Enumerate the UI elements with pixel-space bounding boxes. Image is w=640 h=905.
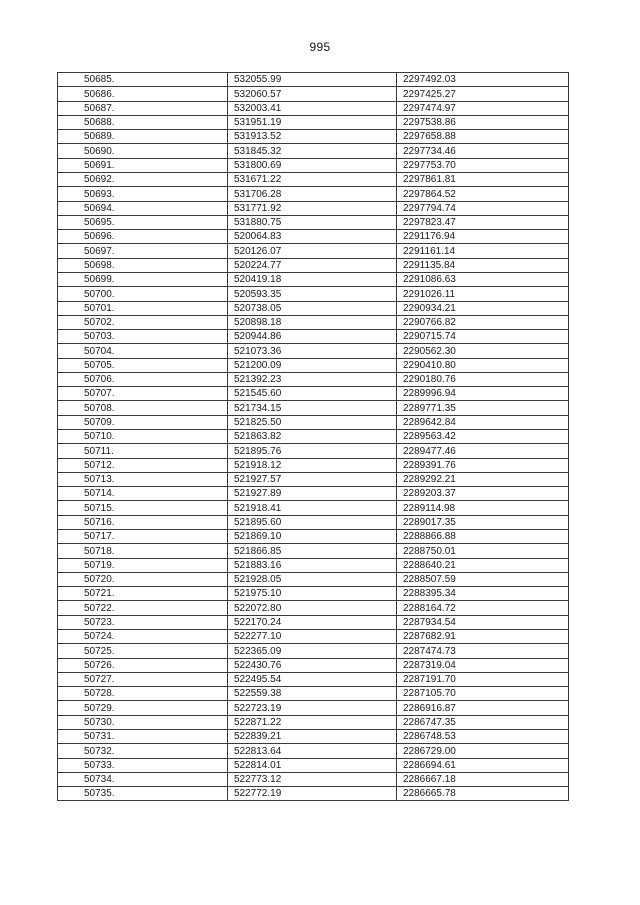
point-id-cell: 50720. (58, 572, 228, 586)
x-coordinate-cell: 520898.18 (228, 315, 397, 329)
x-coordinate-cell: 520126.07 (228, 244, 397, 258)
x-coordinate-cell: 531706.28 (228, 187, 397, 201)
x-coordinate-cell: 521927.57 (228, 472, 397, 486)
x-coordinate-cell: 520064.83 (228, 230, 397, 244)
y-coordinate-cell: 2290934.21 (397, 301, 569, 315)
y-coordinate-cell: 2288640.21 (397, 558, 569, 572)
table-row (58, 629, 569, 643)
point-id-cell: 50735. (58, 787, 228, 801)
x-coordinate-cell: 522365.09 (228, 644, 397, 658)
x-coordinate-cell: 521200.09 (228, 358, 397, 372)
point-id-cell: 50706. (58, 372, 228, 386)
x-coordinate-cell: 522170.24 (228, 615, 397, 629)
page-number: 995 (309, 40, 331, 54)
table-row (58, 601, 569, 615)
x-coordinate-cell: 521866.85 (228, 544, 397, 558)
x-coordinate-cell: 522723.19 (228, 701, 397, 715)
table-body (58, 73, 569, 801)
table-row (58, 415, 569, 429)
table-row (58, 301, 569, 315)
table-row (58, 315, 569, 329)
x-coordinate-cell: 521883.16 (228, 558, 397, 572)
point-id-cell: 50695. (58, 215, 228, 229)
point-id-cell: 50726. (58, 658, 228, 672)
point-id-cell: 50714. (58, 487, 228, 501)
point-id-cell: 50698. (58, 258, 228, 272)
y-coordinate-cell: 2288395.34 (397, 587, 569, 601)
y-coordinate-cell: 2297492.03 (397, 73, 569, 87)
y-coordinate-cell: 2291135.84 (397, 258, 569, 272)
x-coordinate-cell: 522559.38 (228, 687, 397, 701)
point-id-cell: 50723. (58, 615, 228, 629)
x-coordinate-cell: 522814.01 (228, 758, 397, 772)
point-id-cell: 50734. (58, 772, 228, 786)
point-id-cell: 50710. (58, 430, 228, 444)
y-coordinate-cell: 2288750.01 (397, 544, 569, 558)
y-coordinate-cell: 2289292.21 (397, 472, 569, 486)
x-coordinate-cell: 531800.69 (228, 158, 397, 172)
y-coordinate-cell: 2297474.97 (397, 101, 569, 115)
y-coordinate-cell: 2287474.73 (397, 644, 569, 658)
y-coordinate-cell: 2286694.61 (397, 758, 569, 772)
point-id-cell: 50708. (58, 401, 228, 415)
x-coordinate-cell: 531671.22 (228, 172, 397, 186)
x-coordinate-cell: 520224.77 (228, 258, 397, 272)
y-coordinate-cell: 2286747.35 (397, 715, 569, 729)
point-id-cell: 50724. (58, 629, 228, 643)
table-row (58, 372, 569, 386)
point-id-cell: 50725. (58, 644, 228, 658)
table-row (58, 244, 569, 258)
y-coordinate-cell: 2290562.30 (397, 344, 569, 358)
table-row (58, 644, 569, 658)
y-coordinate-cell: 2297753.70 (397, 158, 569, 172)
y-coordinate-cell: 2291176.94 (397, 230, 569, 244)
x-coordinate-cell: 521927.89 (228, 487, 397, 501)
point-id-cell: 50697. (58, 244, 228, 258)
y-coordinate-cell: 2290766.82 (397, 315, 569, 329)
point-id-cell: 50730. (58, 715, 228, 729)
point-id-cell: 50727. (58, 672, 228, 686)
point-id-cell: 50685. (58, 73, 228, 87)
x-coordinate-cell: 520419.18 (228, 272, 397, 286)
y-coordinate-cell: 2297794.74 (397, 201, 569, 215)
y-coordinate-cell: 2287319.04 (397, 658, 569, 672)
table-row (58, 444, 569, 458)
table-row (58, 73, 569, 87)
x-coordinate-cell: 531880.75 (228, 215, 397, 229)
x-coordinate-cell: 522839.21 (228, 729, 397, 743)
y-coordinate-cell: 2288164.72 (397, 601, 569, 615)
table-row (58, 101, 569, 115)
table-row (58, 230, 569, 244)
y-coordinate-cell: 2291161.14 (397, 244, 569, 258)
x-coordinate-cell: 521975.10 (228, 587, 397, 601)
y-coordinate-cell: 2286916.87 (397, 701, 569, 715)
table-row (58, 615, 569, 629)
point-id-cell: 50712. (58, 458, 228, 472)
y-coordinate-cell: 2289996.94 (397, 387, 569, 401)
x-coordinate-cell: 520738.05 (228, 301, 397, 315)
x-coordinate-cell: 522072.80 (228, 601, 397, 615)
point-id-cell: 50699. (58, 272, 228, 286)
table-row (58, 130, 569, 144)
point-id-cell: 50700. (58, 287, 228, 301)
y-coordinate-cell: 2297861.81 (397, 172, 569, 186)
table-row (58, 358, 569, 372)
table-row (58, 658, 569, 672)
point-id-cell: 50728. (58, 687, 228, 701)
y-coordinate-cell: 2290180.76 (397, 372, 569, 386)
x-coordinate-cell: 521734.15 (228, 401, 397, 415)
x-coordinate-cell: 522495.54 (228, 672, 397, 686)
point-id-cell: 50696. (58, 230, 228, 244)
point-id-cell: 50709. (58, 415, 228, 429)
point-id-cell: 50693. (58, 187, 228, 201)
point-id-cell: 50719. (58, 558, 228, 572)
x-coordinate-cell: 531951.19 (228, 115, 397, 129)
point-id-cell: 50718. (58, 544, 228, 558)
table-row (58, 144, 569, 158)
table-row (58, 272, 569, 286)
table-row (58, 530, 569, 544)
y-coordinate-cell: 2289563.42 (397, 430, 569, 444)
y-coordinate-cell: 2289771.35 (397, 401, 569, 415)
x-coordinate-cell: 522772.19 (228, 787, 397, 801)
table-row (58, 687, 569, 701)
point-id-cell: 50713. (58, 472, 228, 486)
point-id-cell: 50732. (58, 744, 228, 758)
point-id-cell: 50707. (58, 387, 228, 401)
table-row (58, 587, 569, 601)
y-coordinate-cell: 2297864.52 (397, 187, 569, 201)
x-coordinate-cell: 522430.76 (228, 658, 397, 672)
table-row (58, 472, 569, 486)
table-row (58, 458, 569, 472)
y-coordinate-cell: 2289114.98 (397, 501, 569, 515)
table-row (58, 344, 569, 358)
table-row (58, 772, 569, 786)
x-coordinate-cell: 521918.41 (228, 501, 397, 515)
table-row (58, 672, 569, 686)
y-coordinate-cell: 2286665.78 (397, 787, 569, 801)
point-id-cell: 50705. (58, 358, 228, 372)
point-id-cell: 50691. (58, 158, 228, 172)
y-coordinate-cell: 2289477.46 (397, 444, 569, 458)
table-row (58, 515, 569, 529)
x-coordinate-cell: 521392.23 (228, 372, 397, 386)
table-row (58, 201, 569, 215)
y-coordinate-cell: 2286729.00 (397, 744, 569, 758)
coordinates-table (57, 72, 569, 801)
x-coordinate-cell: 521825.50 (228, 415, 397, 429)
x-coordinate-cell: 531913.52 (228, 130, 397, 144)
y-coordinate-cell: 2297658.88 (397, 130, 569, 144)
point-id-cell: 50689. (58, 130, 228, 144)
y-coordinate-cell: 2297425.27 (397, 87, 569, 101)
point-id-cell: 50704. (58, 344, 228, 358)
table-row (58, 544, 569, 558)
y-coordinate-cell: 2291026.11 (397, 287, 569, 301)
point-id-cell: 50729. (58, 701, 228, 715)
x-coordinate-cell: 521545.60 (228, 387, 397, 401)
x-coordinate-cell: 531845.32 (228, 144, 397, 158)
y-coordinate-cell: 2286748.53 (397, 729, 569, 743)
y-coordinate-cell: 2289017.35 (397, 515, 569, 529)
x-coordinate-cell: 521869.10 (228, 530, 397, 544)
x-coordinate-cell: 520593.35 (228, 287, 397, 301)
y-coordinate-cell: 2297734.46 (397, 144, 569, 158)
point-id-cell: 50731. (58, 729, 228, 743)
y-coordinate-cell: 2287191.70 (397, 672, 569, 686)
table-row (58, 430, 569, 444)
table-row (58, 401, 569, 415)
x-coordinate-cell: 521928.05 (228, 572, 397, 586)
y-coordinate-cell: 2286667.18 (397, 772, 569, 786)
table-row (58, 558, 569, 572)
point-id-cell: 50701. (58, 301, 228, 315)
x-coordinate-cell: 521895.60 (228, 515, 397, 529)
x-coordinate-cell: 532055.99 (228, 73, 397, 87)
table-row (58, 387, 569, 401)
point-id-cell: 50733. (58, 758, 228, 772)
table-row (58, 744, 569, 758)
point-id-cell: 50722. (58, 601, 228, 615)
point-id-cell: 50702. (58, 315, 228, 329)
x-coordinate-cell: 521863.82 (228, 430, 397, 444)
table-row (58, 487, 569, 501)
y-coordinate-cell: 2289203.37 (397, 487, 569, 501)
table-row (58, 701, 569, 715)
table-row (58, 172, 569, 186)
x-coordinate-cell: 532003.41 (228, 101, 397, 115)
x-coordinate-cell: 522813.64 (228, 744, 397, 758)
y-coordinate-cell: 2288507.59 (397, 572, 569, 586)
point-id-cell: 50692. (58, 172, 228, 186)
point-id-cell: 50688. (58, 115, 228, 129)
y-coordinate-cell: 2289391.76 (397, 458, 569, 472)
y-coordinate-cell: 2290410.80 (397, 358, 569, 372)
y-coordinate-cell: 2287934.54 (397, 615, 569, 629)
point-id-cell: 50715. (58, 501, 228, 515)
table-row (58, 729, 569, 743)
x-coordinate-cell: 522277.10 (228, 629, 397, 643)
point-id-cell: 50703. (58, 330, 228, 344)
table-row (58, 187, 569, 201)
y-coordinate-cell: 2289642.84 (397, 415, 569, 429)
y-coordinate-cell: 2297823.47 (397, 215, 569, 229)
point-id-cell: 50687. (58, 101, 228, 115)
x-coordinate-cell: 532060.57 (228, 87, 397, 101)
table-row (58, 787, 569, 801)
table-row (58, 501, 569, 515)
point-id-cell: 50686. (58, 87, 228, 101)
y-coordinate-cell: 2290715.74 (397, 330, 569, 344)
point-id-cell: 50716. (58, 515, 228, 529)
point-id-cell: 50711. (58, 444, 228, 458)
y-coordinate-cell: 2287682.91 (397, 629, 569, 643)
table-row (58, 715, 569, 729)
table-row (58, 330, 569, 344)
x-coordinate-cell: 521895.76 (228, 444, 397, 458)
point-id-cell: 50717. (58, 530, 228, 544)
table-row (58, 758, 569, 772)
point-id-cell: 50694. (58, 201, 228, 215)
x-coordinate-cell: 521918.12 (228, 458, 397, 472)
y-coordinate-cell: 2291086.63 (397, 272, 569, 286)
x-coordinate-cell: 531771.92 (228, 201, 397, 215)
x-coordinate-cell: 522773.12 (228, 772, 397, 786)
point-id-cell: 50721. (58, 587, 228, 601)
x-coordinate-cell: 521073.36 (228, 344, 397, 358)
table-row (58, 87, 569, 101)
table-row (58, 258, 569, 272)
table-row (58, 215, 569, 229)
y-coordinate-cell: 2287105.70 (397, 687, 569, 701)
table-row (58, 115, 569, 129)
x-coordinate-cell: 520944.86 (228, 330, 397, 344)
y-coordinate-cell: 2288866.88 (397, 530, 569, 544)
x-coordinate-cell: 522871.22 (228, 715, 397, 729)
table-row (58, 572, 569, 586)
point-id-cell: 50690. (58, 144, 228, 158)
y-coordinate-cell: 2297538.86 (397, 115, 569, 129)
table-row (58, 158, 569, 172)
table-row (58, 287, 569, 301)
